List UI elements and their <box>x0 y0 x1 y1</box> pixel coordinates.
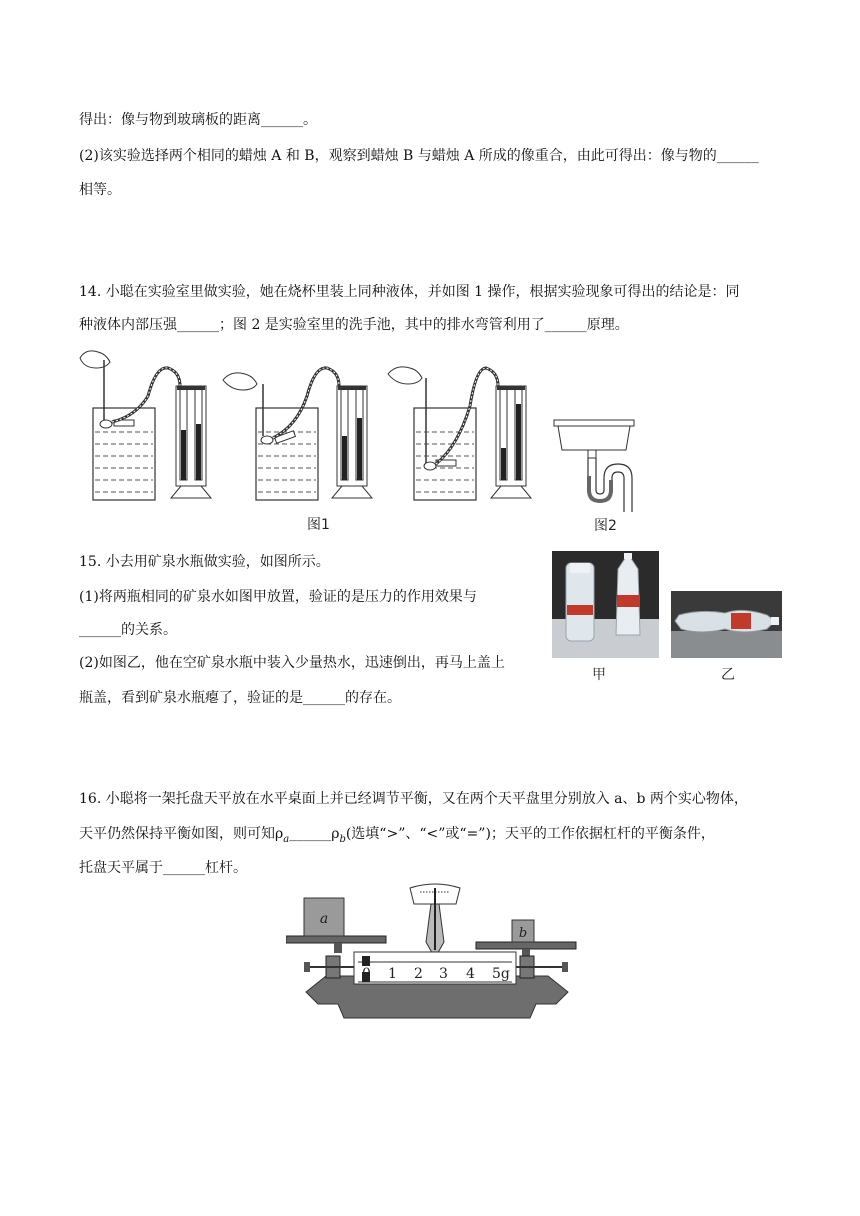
scale-tick-4: 4 <box>466 966 475 982</box>
figure-2-caption: 图2 <box>594 518 617 534</box>
caption-yi: 乙 <box>721 667 735 683</box>
scale-tick-0: 0 <box>362 966 371 982</box>
q13-line2: (2)该实验选择两个相同的蜡烛 A 和 B，观察到蜡烛 B 与蜡烛 A 所成的像重合，由此可得出：像与物的______ <box>79 148 759 164</box>
q15-line4: (2)如图乙，他在空矿泉水瓶中装入少量热水，迅速倒出，再马上盖上 <box>79 655 505 671</box>
figure-1-pressure-experiment <box>76 346 546 506</box>
q16-line2-part-a: 天平仍然保持平衡如图，则可知ρ <box>79 826 284 842</box>
figure-balance-scale <box>286 880 588 1022</box>
figure-1-caption: 图1 <box>307 517 330 533</box>
setup-2 <box>223 368 372 500</box>
scale-tick-1: 1 <box>388 966 397 982</box>
q15-line3: ______的关系。 <box>79 622 177 638</box>
object-a-label: a <box>319 911 329 927</box>
q16-line1: 16. 小聪将一架托盘天平放在水平桌面上并已经调节平衡，又在两个天平盘里分别放入 a、b 两个实心物体， <box>79 791 748 807</box>
scale-tick-3: 3 <box>439 966 448 982</box>
q13-line1: 得出：像与物到玻璃板的距离______。 <box>79 112 317 128</box>
object-b-label: b <box>518 926 528 941</box>
caption-jia: 甲 <box>592 667 606 683</box>
photo-yi-crushed-bottle <box>671 591 782 658</box>
q14-line2: 种液体内部压强______；图 2 是实验室里的洗手池，其中的排水弯管利用了______原理。 <box>79 317 629 333</box>
setup-1 <box>80 351 211 500</box>
q15-line2: (1)将两瓶相同的矿泉水如图甲放置，验证的是压力的作用效果与 <box>79 589 477 605</box>
rho-a-subscript: a <box>283 833 290 845</box>
rho-b-subscript: b <box>339 833 346 845</box>
q15-line5: 瓶盖，看到矿泉水瓶瘪了，验证的是______的存在。 <box>79 690 401 706</box>
q16-line3: 托盘天平属于______杠杆。 <box>79 860 247 876</box>
q14-line1: 14. 小聪在实验室里做实验，她在烧杯里装上同种液体，并如图 1 操作，根据实验现象可得出的结论是：同 <box>79 284 740 300</box>
setup-3 <box>388 367 531 500</box>
q16-line2 <box>79 824 715 850</box>
scale-tick-2: 2 <box>414 966 423 982</box>
photo-jia-bottles <box>552 551 659 658</box>
scale-tick-5g: 5g <box>492 966 510 982</box>
q15-line1: 15. 小去用矿泉水瓶做实验，如图所示。 <box>79 554 330 570</box>
q13-line3: 相等。 <box>79 182 121 198</box>
q16-line2-part-b: ______ρ <box>289 826 340 842</box>
q16-line2-part-c: (选填“>”、“<”或“=”)；天平的工作依据杠杆的平衡条件， <box>345 826 715 842</box>
figure-2-sink <box>548 416 640 516</box>
